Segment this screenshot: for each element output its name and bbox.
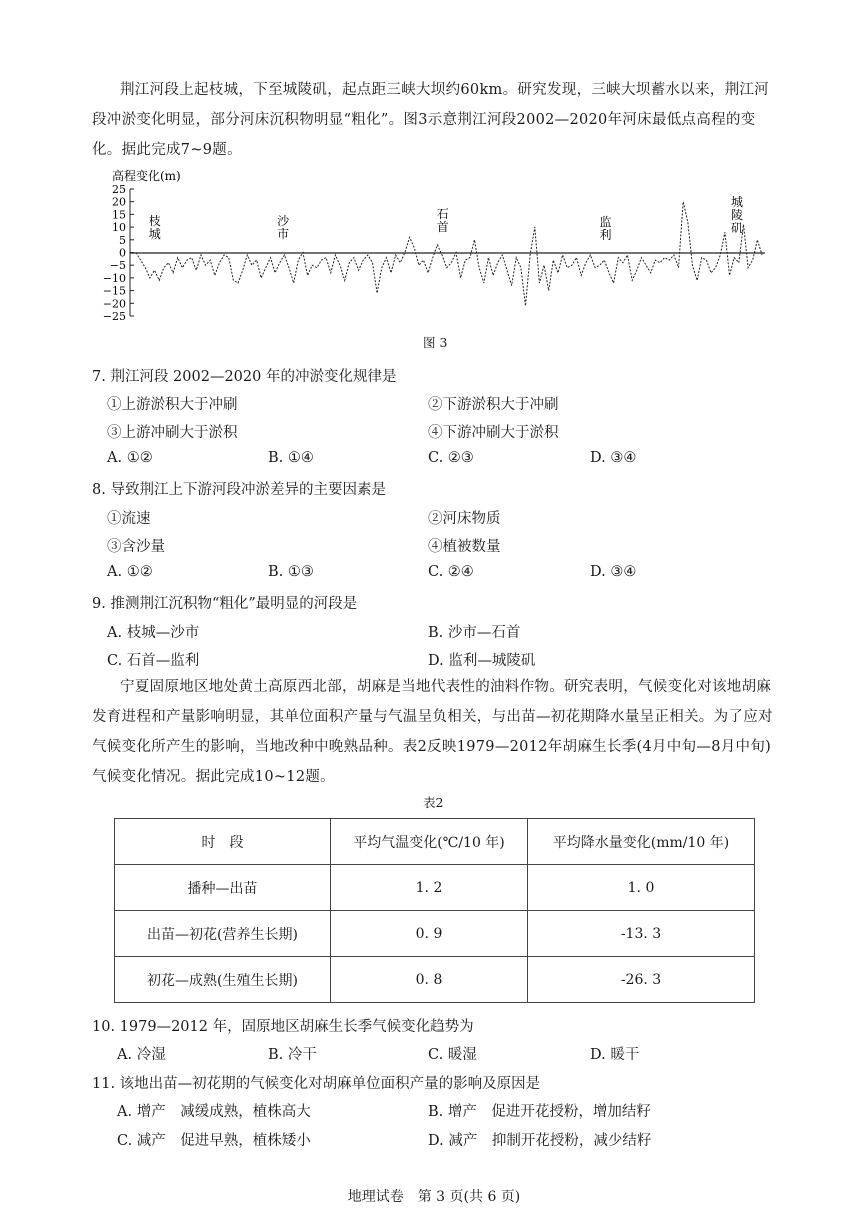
table-row: [115, 911, 755, 957]
table-header-temp: 平均气温变化(℃/10 年): [331, 819, 528, 865]
q10-choice-c: C. 暖湿: [428, 1047, 477, 1063]
q8-choice-b: B. ①③: [268, 564, 314, 580]
q7-choice-c: C. ②③: [428, 450, 474, 466]
q9-choice-b: B. 沙市—石首: [428, 625, 521, 641]
question-9: 9. 推测荆江沉积物“粗化”最明显的河段是: [92, 596, 358, 612]
station-label: 城: [148, 227, 161, 241]
q7-item-1: ①上游淤积大于冲刷: [107, 397, 238, 413]
q8-item-1: ①流速: [107, 511, 151, 527]
q7-item-4: ④下游冲刷大于淤积: [428, 425, 559, 441]
q10-choice-d: D. 暖干: [590, 1047, 640, 1063]
table-cell: 0. 9: [331, 911, 528, 957]
station-label: 城: [730, 195, 743, 209]
table-title: 表2: [423, 795, 444, 810]
climate-change-table: [114, 818, 755, 1003]
q11-choice-c: C. 减产 促进早熟，植株矮小: [117, 1133, 311, 1149]
q8-choice-d: D. ③④: [590, 564, 637, 580]
chart-ylabel: 高程变化(m): [112, 169, 181, 183]
q8-choice-a: A. ①②: [107, 564, 153, 580]
table-row: [115, 957, 755, 1003]
table-header-precip: 平均降水量变化(mm/10 年): [528, 819, 755, 865]
q9-choice-c: C. 石首—监利: [107, 653, 200, 669]
q9-choice-d: D. 监利—城陵矶: [428, 653, 536, 669]
q8-item-3: ③含沙量: [107, 539, 165, 555]
intro-paragraph-1: 荆江河段上起枝城，下至城陵矶，起点距三峡大坝约60km。研究发现，三峡大坝蓄水以来，荆江河段冲淤变化明显，部分河床沉积物明显“粗化”。图3示意荆江河段2002—2020年河床最低点高程的变化。据此完成7~9题。: [92, 82, 769, 158]
station-label: 枝: [148, 214, 161, 228]
q7-choice-d: D. ③④: [590, 450, 637, 466]
q11-choice-b: B. 增产 促进开花授粉，增加结籽: [428, 1104, 651, 1120]
elevation-change-chart: [100, 168, 780, 328]
q7-item-2: ②下游淤积大于冲刷: [428, 397, 559, 413]
table-header-row: [115, 819, 755, 865]
station-label: 陵: [730, 208, 743, 222]
table-cell: 初花—成熟(生殖生长期): [115, 957, 331, 1003]
station-label: 首: [436, 220, 449, 234]
y-tick-label: −15: [102, 284, 126, 298]
table-cell: 播种—出苗: [115, 865, 331, 911]
y-tick-label: 20: [112, 195, 126, 209]
q8-item-2: ②河床物质: [428, 511, 501, 527]
table-cell: 出苗—初花(营养生长期): [115, 911, 331, 957]
y-tick-label: −5: [109, 259, 126, 273]
question-10: 10. 1979—2012 年，固原地区胡麻生长季气候变化趋势为: [92, 1019, 474, 1035]
q11-choice-d: D. 减产 抑制开花授粉，减少结籽: [428, 1133, 652, 1149]
q10-choice-b: B. 冷干: [268, 1047, 317, 1063]
y-tick-label: 10: [112, 221, 126, 235]
table-cell: 0. 8: [331, 957, 528, 1003]
table-cell: 1. 0: [528, 865, 755, 911]
station-label: 市: [277, 227, 290, 241]
y-tick-label: −10: [102, 271, 126, 285]
q9-choice-a: A. 枝城—沙市: [107, 625, 200, 641]
q7-choice-a: A. ①②: [107, 450, 153, 466]
q11-choice-a: A. 增产 减缓成熟，植株高大: [117, 1104, 311, 1120]
y-tick-label: −20: [102, 297, 126, 311]
q10-choice-a: A. 冷湿: [117, 1047, 166, 1063]
q8-choice-c: C. ②④: [428, 564, 474, 580]
station-label: 矶: [730, 221, 743, 235]
q7-choice-b: B. ①④: [268, 450, 314, 466]
y-tick-label: 5: [119, 233, 126, 247]
question-11: 11. 该地出苗—初花期的气候变化对胡麻单位面积产量的影响及原因是: [92, 1076, 541, 1092]
table-row: [115, 865, 755, 911]
intro-paragraph-2: 宁夏固原地区地处黄土高原西北部，胡麻是当地代表性的油料作物。研究表明，气候变化对该地胡麻发育进程和产量影响明显，其单位面积产量与气温呈负相关，与出苗—初花期降水量呈正相关。为了应对气候变化所产生的影响，当地改种中晚熟品种。表2反映1979—2012年胡麻生长季(4月中旬—8月中旬)气候变化情况。据此完成10~12题。: [92, 679, 773, 785]
table-cell: 1. 2: [331, 865, 528, 911]
station-label: 监: [599, 215, 612, 229]
y-tick-label: 25: [112, 183, 126, 196]
q7-item-3: ③上游冲刷大于淤积: [107, 425, 238, 441]
elevation-series-line: [136, 202, 762, 306]
station-label: 石: [436, 207, 449, 221]
figure-caption: 图 3: [423, 335, 448, 350]
table-cell: -13. 3: [528, 911, 755, 957]
question-8: 8. 导致荆江上下游河段冲淤差异的主要因素是: [92, 482, 386, 498]
y-tick-label: 15: [112, 208, 126, 222]
q8-item-4: ④植被数量: [428, 539, 501, 555]
table-cell: -26. 3: [528, 957, 755, 1003]
station-label: 沙: [277, 214, 290, 228]
station-label: 利: [599, 228, 612, 242]
y-tick-label: 0: [119, 246, 126, 260]
question-7: 7. 荆江河段 2002—2020 年的冲淤变化规律是: [92, 369, 397, 385]
page-footer: 地理试卷 第 3 页(共 6 页): [347, 1189, 521, 1205]
y-tick-label: −25: [102, 310, 126, 323]
table-header-period: 时 段: [115, 819, 331, 865]
